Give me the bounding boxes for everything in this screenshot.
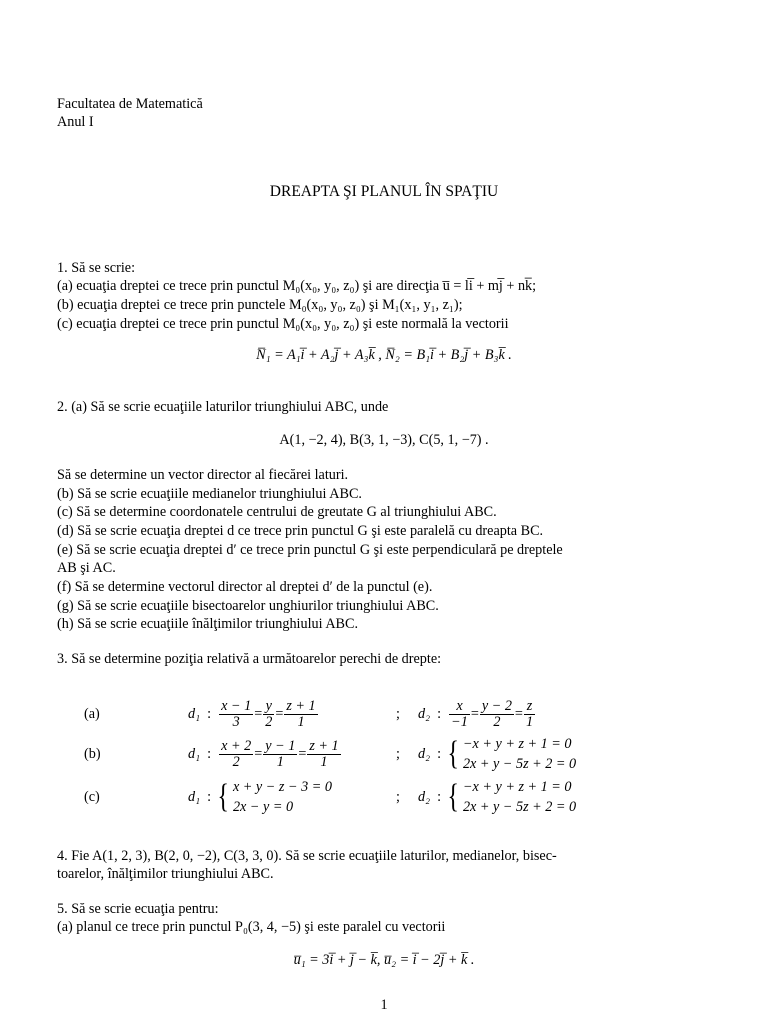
ex2-item-b: (b) Să se scrie ecuaţiile medianelor triunghiului ABC. <box>57 486 362 502</box>
row-label: (a) <box>84 706 100 722</box>
faculty-name: Facultatea de Matematică <box>57 96 203 112</box>
colon: : <box>207 705 212 722</box>
fraction: $\frac{x - 1}{3}$ <box>221 697 252 730</box>
ex1-normal-vectors: N̅₁ = A₁i̅ + A₂j̅ + A₃k̅ , N̅₂ = B₁i̅ + B₂j̅ + B₃k̅ . <box>256 347 512 363</box>
equals: = <box>470 705 479 722</box>
ex5-vectors: u̅₁ = 3i̅ + j̅ − k̅, u̅₂ = i̅ − 2j̅ + k̅ . <box>293 952 475 968</box>
colon: : <box>437 788 442 805</box>
d1-symbol: d₁ <box>188 788 201 805</box>
ex2-item-e-cont: AB şi AC. <box>57 560 116 576</box>
d2-equation <box>418 734 576 774</box>
fraction: $\frac{y - 2}{2}$ <box>481 697 512 730</box>
equation-system: −x + y + z + 1 = 0 2x + y − 5z + 2 = 0 <box>462 779 577 815</box>
fraction: $\frac{z + 1}{1}$ <box>309 737 339 770</box>
ex3-intro: 3. Să se determine poziţia relativă a următoarelor perechi de drepte: <box>57 651 442 667</box>
equals: = <box>254 705 263 722</box>
ex5-item-a: (a) planul ce trece prin punctul P₀(3, 4, −5) şi este paralel cu vectorii <box>57 919 446 935</box>
left-brace-icon: { <box>217 778 229 815</box>
ex1-item-c: (c) ecuaţia dreptei ce trece prin punctul M₀(x₀, y₀, z₀) şi este normală la vectorii <box>57 316 509 332</box>
document-title: DREAPTA ŞI PLANUL ÎN SPAŢIU <box>269 183 499 200</box>
d2-equation <box>418 777 576 817</box>
equation-system: x + y − z − 3 = 0 2x − y = 0 <box>232 779 332 815</box>
d1-symbol: d₁ <box>188 705 201 722</box>
ex5-intro: 5. Să se scrie ecuaţia pentru: <box>57 901 219 917</box>
d2-symbol: d₂ <box>418 788 431 805</box>
separator: ; <box>396 746 400 762</box>
ex2-item-a: 2. (a) Să se scrie ecuaţiile laturilor triunghiului ABC, unde <box>57 399 389 415</box>
d1-equation <box>188 694 319 734</box>
d1-symbol: d₁ <box>188 745 201 762</box>
ex2-item-a-cont: Să se determine un vector director al fiecărei laturi. <box>57 467 349 483</box>
ex4-line-1: 4. Fie A(1, 2, 3), B(2, 0, −2), C(3, 3, 0). Să se scrie ecuaţiile laturilor, medianelor, bisec- <box>57 848 557 864</box>
left-brace-icon: { <box>447 778 459 815</box>
fraction: $\frac{y}{2}$ <box>265 697 273 730</box>
colon: : <box>207 745 212 762</box>
d1-equation <box>188 734 342 774</box>
year-label: Anul I <box>57 114 94 130</box>
ex2-item-d: (d) Să se scrie ecuaţia dreptei d ce trece prin punctul G şi este paralelă cu dreapta BC. <box>57 523 544 539</box>
left-brace-icon: { <box>447 735 459 772</box>
equals: = <box>298 745 307 762</box>
ex2-item-e: (e) Să se scrie ecuaţia dreptei d′ ce trece prin punctul G şi este perpendiculară pe dreptele <box>57 542 563 558</box>
colon: : <box>207 788 212 805</box>
ex2-item-h: (h) Să se scrie ecuaţiile înălţimilor triunghiului ABC. <box>57 616 359 632</box>
ex2-item-c: (c) Să se determine coordonatele centrului de greutate G al triunghiului ABC. <box>57 504 497 520</box>
fraction: $\frac{x}{-1}$ <box>451 697 468 730</box>
separator: ; <box>396 706 400 722</box>
ex2-item-g: (g) Să se scrie ecuaţiile bisectoarelor unghiurilor triunghiului ABC. <box>57 598 439 614</box>
d2-equation <box>418 694 536 734</box>
ex2-item-f: (f) Să se determine vectorul director al dreptei d′ de la punctul (e). <box>57 579 433 595</box>
colon: : <box>437 745 442 762</box>
fraction: $\frac{x + 2}{2}$ <box>221 737 252 770</box>
fraction: $\frac{y - 1}{1}$ <box>265 737 296 770</box>
fraction: $\frac{z}{1}$ <box>525 697 534 730</box>
d2-symbol: d₂ <box>418 705 431 722</box>
ex1-item-a: (a) ecuaţia dreptei ce trece prin punctul M₀(x₀, y₀, z₀) şi are direcţia u̅ = li̅ + mj̅ + nk̅; <box>57 278 537 294</box>
ex1-intro: 1. Să se scrie: <box>57 260 136 276</box>
d1-equation <box>188 777 332 817</box>
ex1-item-b: (b) ecuaţia dreptei ce trece prin punctele M₀(x₀, y₀, z₀) şi M₁(x₁, y₁, z₁); <box>57 297 463 313</box>
ex4-line-2: toarelor, înălţimilor triunghiului ABC. <box>57 866 274 882</box>
equals: = <box>514 705 523 722</box>
separator: ; <box>396 789 400 805</box>
equals: = <box>254 745 263 762</box>
row-label: (b) <box>84 746 101 762</box>
equals: = <box>275 705 284 722</box>
fraction: $\frac{z + 1}{1}$ <box>286 697 316 730</box>
equation-system: −x + y + z + 1 = 0 2x + y − 5z + 2 = 0 <box>462 736 577 772</box>
row-label: (c) <box>84 789 100 805</box>
d2-symbol: d₂ <box>418 745 431 762</box>
page-number: 1 <box>380 997 388 1013</box>
colon: : <box>437 705 442 722</box>
ex2-points: A(1, −2, 4), B(3, 1, −3), C(5, 1, −7) . <box>279 432 489 448</box>
